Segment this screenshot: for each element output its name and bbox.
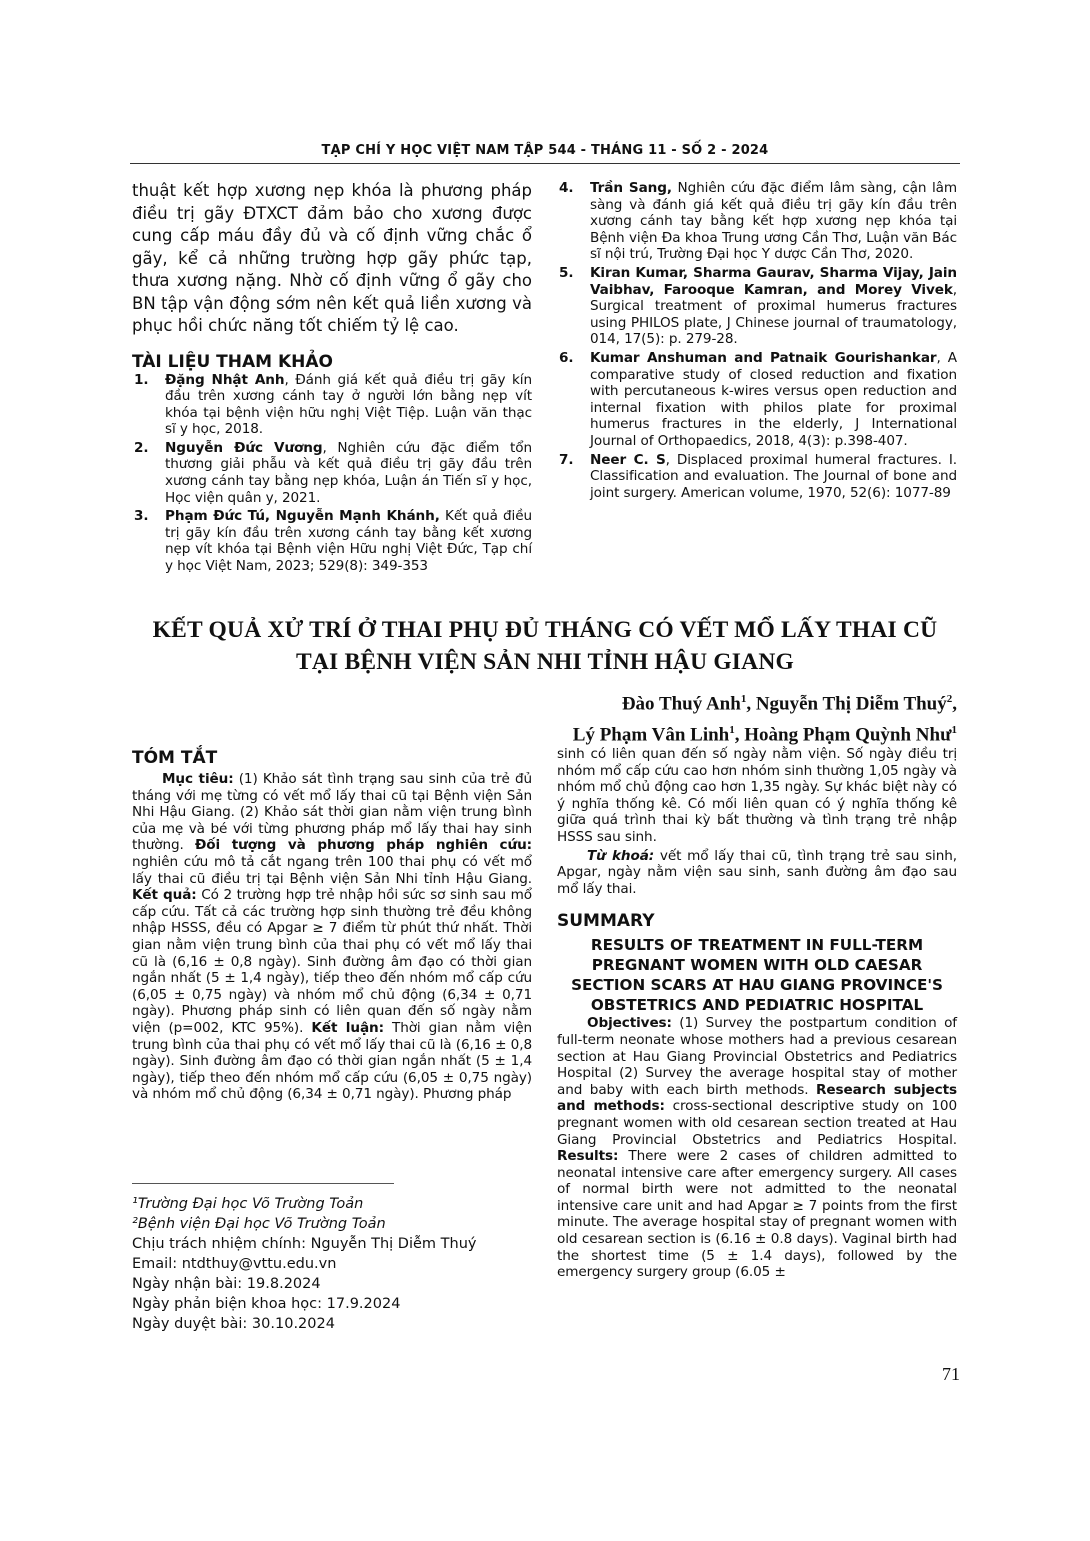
author-list — [573, 686, 957, 749]
author-name: Hoàng Phạm Quỳnh Như — [744, 724, 952, 746]
author-affiliation: 1 — [740, 693, 747, 705]
author-affiliation: 1 — [951, 724, 957, 737]
author-line-1: Đào Thuý Anh$^1$, Nguyễn Thị Diễm Thuý$^2$, — [621, 693, 957, 715]
abstract-left-column — [132, 748, 532, 1103]
footnotes — [132, 1194, 532, 1334]
summary-title: RESULTS OF TREATMENT IN FULL-TERM PREGNANT WOMEN WITH OLD CAESAR SECTION SCARS AT HAU GIANG PROVINCE'S OBSTETRICS AND PEDIATRIC HOSPITAL — [571, 936, 943, 1015]
prev-article-left-column — [132, 180, 532, 577]
reference-item: 5. Kiran Kumar, Sharma Gaurav, Sharma Vijay, Jain Vaibhav, Farooque Kamran, and Morey Vivek, Surgical treatment of proximal humerus fractures using PHILOS plate, J Chinese journal of traumatology, 014, 17(5): p. 279-28. — [559, 264, 957, 348]
prev-article-right-column — [557, 180, 957, 503]
author-name: Nguyễn Thị Diễm Thuý — [755, 693, 947, 715]
reference-item: 4. Trần Sang, Nghiên cứu đặc điểm lâm sàng, cận lâm sàng và đánh giá kết quả điều trị gãy kín đầu trên xương cánh tay bằng kết hợp xương nẹp khóa tại Bệnh viện Đa khoa Trung ương Cần Thơ, Luận văn Bác sĩ nội trú, Trường Đại học Y dược Cần Thơ, 2020. — [559, 180, 957, 263]
journal-header: TẠP CHÍ Y HỌC VIỆT NAM TẬP 544 - THÁNG 11 - SỐ 2 - 2024 — [321, 143, 769, 158]
abstract-heading: TÓM TẮT — [132, 748, 218, 768]
references-heading: TÀI LIỆU THAM KHẢO — [132, 351, 333, 372]
prev-conclusion-text: thuật kết hợp xương nẹp khóa là phương pháp điều trị gãy ĐTXCT đảm bảo cho xương được cung cấp máu đầy đủ và cố định vững chắc ổ gãy, kể cả những trường hợp gãy phức tạp, thưa xương nặng. Nhờ cố định vững ổ gãy cho BN tập vận động sớm nên kết quả liền xương và phục hồi chức năng tốt chiếm tỷ lệ cao. — [132, 181, 532, 335]
reference-item: 1. Đặng Nhật Anh, Đánh giá kết quả điều trị gãy kín đầu trên xương cánh tay ở người lớn bằng nẹp vít khóa tại bệnh viện hữu nghị Việt Tiệp. Luận văn thạc sĩ y học, 2018. — [134, 371, 532, 438]
footnote-affiliation-2: ²Bệnh viện Đại học Võ Trường Toản — [132, 1216, 386, 1232]
summary-body: Objectives: (1) Survey the postpartum condition of full-term neonate whose mothers had a previous cesarean section at Hau Giang Provincial Obstetrics and Pediatrics Hospital (2) Survey the average hospital stay of mother and baby with each birth methods. Research subjects and methods: cross-sectional descriptive study on 100 pregnant women with old cesarean section treated at Hau Giang Provincial Obstetrics and Pediatrics Hospital. Results: There were 2 cases of children admitted to neonatal intensive care after emergency surgery. All cases of normal birth were not admitted to the neonatal intensive care unit and had Apgar ≥ 7 points from the first minute. The average hospital stay of pregnant women with old cesarean section is (6.16 ± 0.8 days). Vaginal birth had the shortest time (5 ± 1.4 days), followed by the emergency surgery group (6.05 ± — [557, 1015, 958, 1281]
author-affiliation: 1 — [729, 724, 735, 737]
article-title-line2: TẠI BỆNH VIỆN SẢN NHI TỈNH HẬU GIANG — [296, 649, 794, 675]
references-list-right — [557, 180, 957, 501]
author-name: Lý Phạm Vân Linh — [572, 724, 730, 746]
reference-item: 3. Phạm Đức Tú, Nguyễn Mạnh Khánh, Kết quả điều trị gãy kín đầu trên xương cánh tay bằng kết xương nẹp vít khóa tại Bệnh viện Hữu nghị Việt Đức, Tạp chí y học Việt Nam, 2023; 529(8): 349-353 — [134, 508, 532, 575]
abstract-right-column — [557, 746, 957, 1281]
reference-item: 6. Kumar Anshuman and Patnaik Gourishankar, A comparative study of closed reduction and fixation with percutaneous k-wires versus open reduction and internal fixation with philos plate for proximal humerus fractures in the elderly, J International Journal of Orthopaedics, 2018, 4(3): p.398-407. — [559, 349, 957, 449]
footnote-corresponding-author: Chịu trách nhiệm chính: Nguyễn Thị Diễm Thuý — [132, 1236, 477, 1252]
footnote-accepted-date: Ngày duyệt bài: 30.10.2024 — [132, 1316, 335, 1332]
footnote-affiliation-1: ¹Trường Đại học Võ Trường Toản — [132, 1196, 364, 1212]
footnote-rule — [132, 1183, 394, 1184]
article-title — [130, 614, 960, 678]
footnote-email: Email: ntdthuy@vttu.edu.vn — [132, 1256, 337, 1272]
abstract-body-continued: sinh có liên quan đến số ngày nằm viện. Số ngày điều trị nhóm mổ cấp cứu cao hơn nhóm sinh thường 1,05 ngày và nhóm mổ chủ động cao hơn 1,35 ngày. Sự khác biệt này có ý nghĩa thống kê. Có mối liên quan có ý nghĩa thống kê giữa quá trình thai kỳ bất thường và tình trạng trẻ nhập HSSS sau sinh. — [557, 746, 957, 845]
reference-item: 2. Nguyễn Đức Vương, Nghiên cứu đặc điểm tổn thương giải phẫu và kết quả điều trị gãy đầu trên xương cánh tay bằng nẹp khóa, Luận án Tiến sĩ y học, Học viện quân y, 2021. — [134, 439, 532, 506]
footnote-received-date: Ngày nhận bài: 19.8.2024 — [132, 1276, 321, 1292]
article-title-line1: KẾT QUẢ XỬ TRÍ Ở THAI PHỤ ĐỦ THÁNG CÓ VẾT MỔ LẤY THAI CŨ — [152, 617, 938, 643]
header-rule — [130, 163, 960, 164]
author-name: Đào Thuý Anh — [621, 693, 741, 715]
footnote-reviewed-date: Ngày phản biện khoa học: 17.9.2024 — [132, 1296, 401, 1312]
author-affiliation: 2 — [946, 693, 953, 705]
author-line-2: Lý Phạm Vân Linh$^1$, Hoàng Phạm Quỳnh Như$^1$ — [572, 724, 957, 746]
page-number: 71 — [942, 1364, 960, 1384]
keywords: Từ khoá: vết mổ lấy thai cũ, tình trạng trẻ sau sinh, Apgar, ngày nằm viện sau sinh, sanh đường âm đạo sau mổ lấy thai. — [557, 847, 957, 897]
summary-heading: SUMMARY — [557, 911, 655, 932]
reference-item: 7. Neer C. S, Displaced proximal humeral fractures. I. Classification and evaluation. The Journal of bone and joint surgery. American volume, 1970, 52(6): 1077-89 — [559, 451, 957, 501]
references-list-left — [132, 372, 532, 575]
abstract-body: Mục tiêu: (1) Khảo sát tình trạng sau sinh của trẻ đủ tháng với mẹ từng có vết mổ lấy thai cũ tại Bệnh viện Sản Nhi Hậu Giang. (2) Khảo sát thời gian nằm viện trung bình của mẹ và bé với từng phương pháp mổ lấy thai hay sinh thường. Đối tượng và phương pháp nghiên cứu: nghiên cứu mô tả cắt ngang trên 100 thai phụ có vết mổ lấy thai cũ điều trị tại Bệnh viện Sản Nhi tỉnh Hậu Giang. Kết quả: Có 2 trường hợp trẻ nhập hồi sức sơ sinh sau mổ cấp cứu. Tất cả các trường hợp sinh thường trẻ đều không nhập HSSS, đều có Apgar ≥ 7 điểm từ phút thứ nhất. Thời gian nằm viện trung bình của thai phụ có vết mổ lấy thai cũ là (6,16 ± 0,8 ngày). Sinh đường âm đạo có thời gian ngắn nhất (5 ± 1,4 ngày), tiếp theo đến nhóm mổ cấp cứu (6,05 ± 0,75 ngày) và nhóm mổ chủ động (6,34 ± 0,71 ngày). Phương pháp sinh có liên quan đến số ngày nằm viện (p=002, KTC 95%). Kết luận: Thời gian nằm viện trung bình của thai phụ có vết mổ lấy thai cũ là (6,16 ± 0,8 ngày). Sinh đường âm đạo có thời gian ngắn nhất (5 ± 1,4 ngày), tiếp theo đến nhóm mổ cấp cứu (6,05 ± 0,75 ngày) và nhóm mổ chủ động (6,34 ± 0,71 ngày). Phương pháp — [132, 771, 533, 1103]
